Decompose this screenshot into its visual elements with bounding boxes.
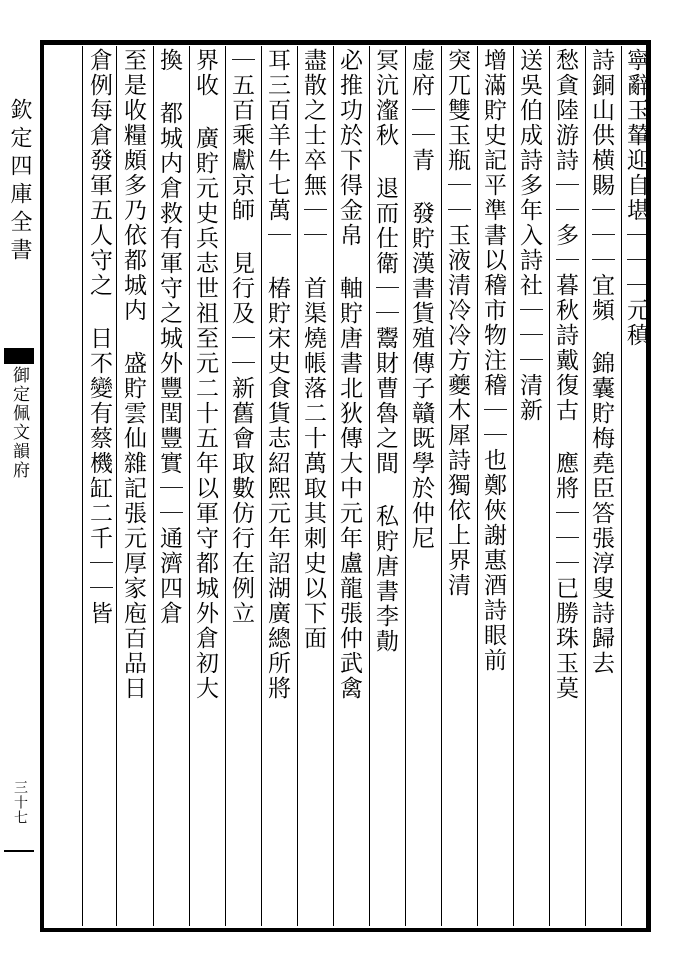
text-column: 愁貪陸游詩｜｜多｜暮秋詩戴復古 應將｜｜｜已勝珠玉莫: [552, 48, 578, 701]
book-subtitle: 御定佩文韻府: [9, 366, 29, 480]
text-column: 必推功於下得金帛 軸貯唐書北狄傳大中元年盧龍張仲武禽: [336, 48, 362, 701]
book-title: 欽定四庫全書: [7, 98, 32, 266]
text-column: 倉例每倉發軍五人守之 日不變有蔡機缸二千｜｜皆: [86, 48, 112, 626]
text-column: 耳三百羊牛七萬｜ 椿貯宋史食貨志紹熙元年詔湖廣總所將: [264, 48, 290, 701]
text-column: 詩銅山供横賜｜｜｜宜頻 錦囊貯梅堯臣答張淳叟詩歸去: [588, 48, 614, 676]
text-column: 冥沆瀣秋 退而仕衛｜｜鬻財曹魯之間 私貯唐書李勣: [372, 48, 398, 654]
text-column: 至是收糧頗多乃依都城内 盛貯雲仙雜記張元厚家庖百品日: [120, 48, 146, 701]
margin-divider: [4, 850, 34, 852]
text-column: 突兀雙玉瓶｜｜玉液清冷冷方夔木犀詩獨依上界清: [444, 48, 470, 598]
page-margin: [0, 48, 38, 928]
text-column: 虚府｜｜青 發貯漢書貨殖傳子贛既學於仲尼: [408, 48, 434, 551]
fishtail-mark: [4, 348, 34, 364]
text-column: 盡散之士卒無｜｜ 首渠燒帳落二十萬取其刺史以下面: [300, 48, 326, 651]
text-column: 寧辭玉輦迎自堪｜｜｜元稹: [623, 48, 649, 348]
text-column: 界收 廣貯元史兵志世祖至元二十五年以軍守都城外倉初大: [192, 48, 218, 701]
text-column: ｜五百乘獻京師 見行及｜｜新舊會取數仿行在例立: [228, 48, 254, 626]
text-column: 送吳伯成詩多年入詩社｜｜｜清新: [516, 48, 542, 423]
text-column: 換 都城内倉救有軍守之城外豐閏豐實｜｜通濟四倉: [156, 48, 182, 626]
text-column: 增滿貯史記平準書以稽市物注稽｜｜也鄭俠謝惠酒詩眼前: [480, 48, 506, 673]
page-number: 三十七: [12, 780, 28, 825]
